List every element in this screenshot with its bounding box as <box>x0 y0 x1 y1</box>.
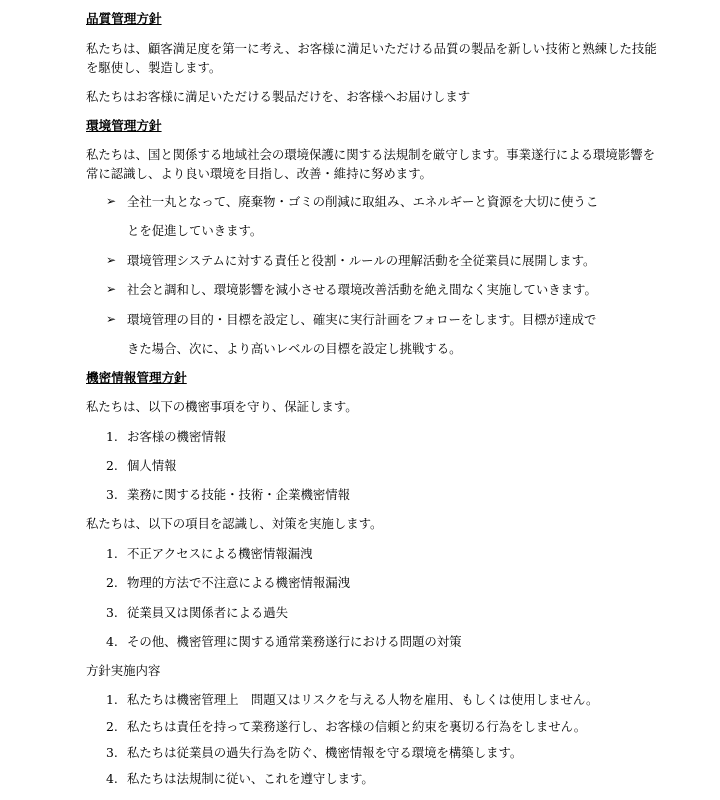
list-number: 3. <box>106 487 118 502</box>
list-item: 私たちは従業員の過失行為を防ぐ、機密情報を守る環境を構築します。 <box>127 745 523 760</box>
list-item: 個人情報 <box>127 458 177 473</box>
list-number: 1. <box>106 692 118 707</box>
confidential-heading: 機密情報管理方針 <box>86 370 187 385</box>
arrow-bullet-icon: ➢ <box>106 253 117 267</box>
arrow-bullet-icon: ➢ <box>106 312 117 326</box>
list-number: 2. <box>106 575 118 590</box>
list-item: お客様の機密情報 <box>127 429 227 444</box>
list-number: 3. <box>106 745 118 760</box>
arrow-bullet-icon: ➢ <box>106 282 117 296</box>
list-number: 2. <box>106 458 118 473</box>
environment-bullet-text: とを促進していきます。 <box>127 223 263 238</box>
list-number: 3. <box>106 605 118 620</box>
environment-heading: 環境管理方針 <box>86 118 162 133</box>
list-item: 私たちは法規制に従い、これを遵守します。 <box>127 771 374 786</box>
quality-paragraph-line: を駆使し、製造します。 <box>86 60 222 75</box>
list-item: 業務に関する技能・技術・企業機密情報 <box>127 487 351 502</box>
list-number: 4. <box>106 634 118 649</box>
list-item: 不正アクセスによる機密情報漏洩 <box>127 546 313 561</box>
environment-bullet-text: 社会と調和し、環境影響を減小させる環境改善活動を絶え間なく実施していきます。 <box>127 282 597 297</box>
quality-paragraph-line: 私たちは、顧客満足度を第一に考え、お客様に満足いただける品質の製品を新しい技術と熟練した技能 <box>86 41 657 56</box>
list-number: 1. <box>106 429 118 444</box>
environment-bullet-text: 環境管理の目的・目標を設定し、確実に実行計画をフォローをします。目標が達成で <box>127 312 597 327</box>
list-item: その他、機密管理に関する通常業務遂行における問題の対策 <box>127 634 462 649</box>
confidential-intro: 私たちは、以下の機密事項を守り、保証します。 <box>86 399 358 414</box>
arrow-bullet-icon: ➢ <box>106 194 117 208</box>
environment-bullet-text: 全社一丸となって、廃棄物・ゴミの削減に取組み、エネルギーと資源を大切に使うこ <box>127 194 599 209</box>
environment-intro-line: 常に認識し、より良い環境を目指し、改善・維持に努めます。 <box>86 166 432 181</box>
list-number: 4. <box>106 771 118 786</box>
environment-bullet-text: きた場合、次に、より高いレベルの目標を設定し挑戦する。 <box>127 341 462 356</box>
environment-intro-line: 私たちは、国と関係する地域社会の環境保護に関する法規制を厳守します。事業遂行による環境影響を <box>86 147 655 162</box>
confidential-intro: 私たちは、以下の項目を認識し、対策を実施します。 <box>86 516 383 531</box>
quality-paragraph: 私たちはお客様に満足いただける製品だけを、お客様へお届けします <box>86 89 471 104</box>
list-item: 私たちは機密管理上 問題又はリスクを与える人物を雇用、もしくは使用しません。 <box>127 692 599 707</box>
list-number: 1. <box>106 546 118 561</box>
quality-heading: 品質管理方針 <box>86 11 162 26</box>
list-item: 物理的方法で不注意による機密情報漏洩 <box>127 575 351 590</box>
policy-implementation-label: 方針実施内容 <box>86 663 161 678</box>
list-item: 従業員又は関係者による過失 <box>127 605 289 620</box>
environment-bullet-text: 環境管理システムに対する責任と役割・ルールの理解活動を全従業員に展開します。 <box>127 253 596 268</box>
list-number: 2. <box>106 719 118 734</box>
list-item: 私たちは責任を持って業務遂行し、お客様の信頼と約束を裏切る行為をしません。 <box>127 719 587 734</box>
